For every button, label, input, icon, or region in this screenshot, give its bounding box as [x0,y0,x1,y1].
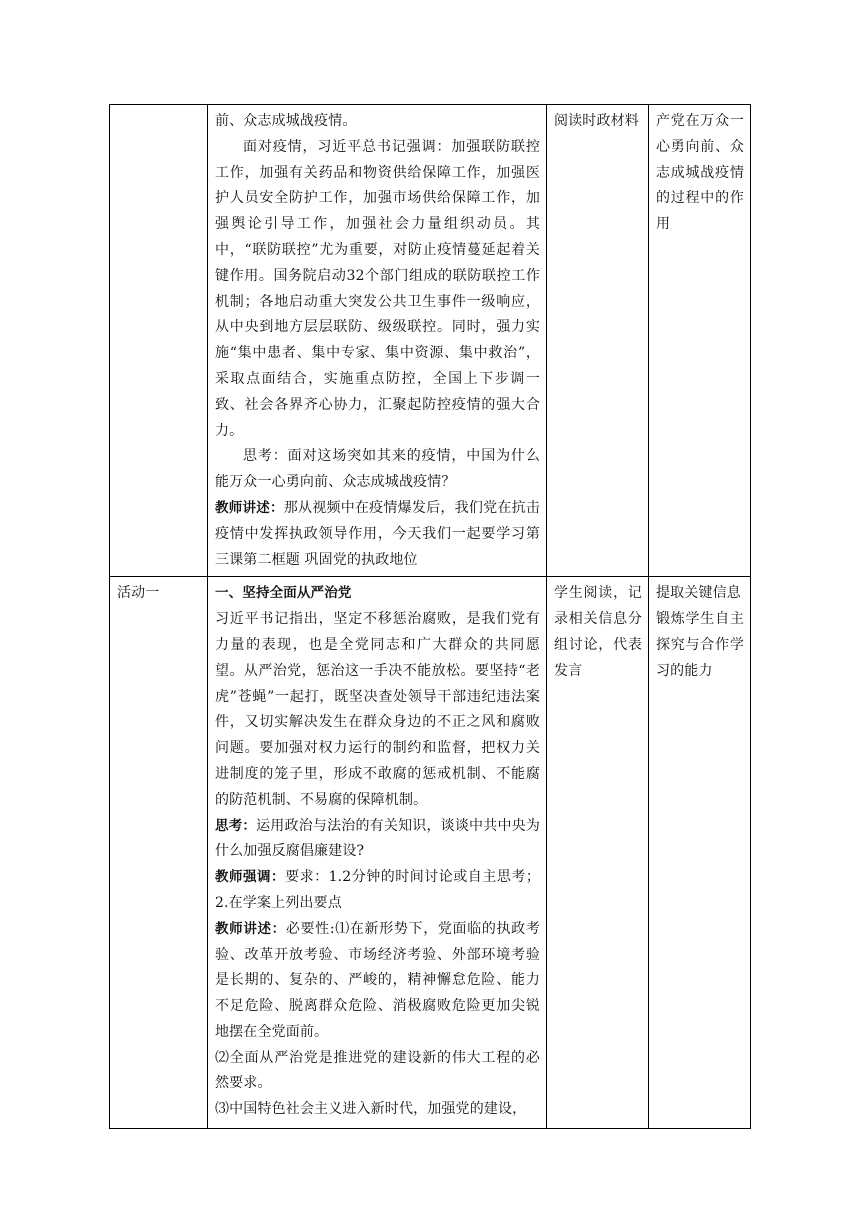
design-purpose-cell [649,105,751,577]
student-activity-cell [547,577,649,1129]
student-activity-cell [547,105,649,577]
emphasis-text: 要求：1.2分钟的时间讨论或自主思考；2.在学案上列出要点 [215,869,541,911]
teacher-label: 教师讲述： [215,499,284,516]
table-row [110,105,751,577]
design-purpose-cell [649,577,751,1129]
paragraph [215,496,540,573]
paragraph: 面对疫情，习近平总书记强调：加强联防联控工作，加强有关药品和物资供给保障工作，加强医护人员安全防护工作，加强市场供给保障工作，加强舆论引导工作，加强社会力量组织动员。其中，“联防联控”尤为重要，对防止疫情蔓延起着关键作用。国务院启动32个部门组成的联防联控工作机制；各地启动重大突发公共卫生事件一级响应，从中央到地方层层联防、级级联控。同时，强力实施“集中患者、集中专家、集中资源、集中救治”，采取点面结合，实施重点防控，全国上下步调一致、社会各界齐心协力，汇聚起防控疫情的强大合力。 [215,138,540,439]
student-activity-text: 阅读时政材料 [554,113,639,129]
paragraph [215,814,540,866]
teacher-text: 必要性:⑴在新形势下，党面临的执政考验、改革开放考验、市场经济考验、外部环境考验是长期的、复杂的、严峻的，精神懈怠危险、能力不足危险、脱离群众危险、消极腐败危险更加尖锐地摆在全党面前。 [215,920,540,1040]
design-purpose-text: 锻炼学生自主探究与合作学习的能力 [656,611,744,679]
paragraph: 前、众志成城战疫情。 [215,113,357,129]
teacher-label: 教师讲述： [215,920,286,937]
paragraph: 思考：面对这场突如其来的疫情，中国为什么能万众一心勇向前、众志成城战疫情？ [215,448,540,491]
student-activity-text: 学生阅读，记录相关信息分组讨论，代表发言 [554,585,642,679]
activity-label-cell [110,105,208,577]
content-cell [208,577,547,1129]
design-purpose-text: 提取关键信息 [656,585,741,602]
emphasis-label: 教师强调： [215,869,286,886]
paragraph: ⑵全面从严治党是推进党的建设新的伟大工程的必然要求。 [215,1049,540,1092]
activity-label: 活动一 [117,585,160,602]
section-heading [215,581,540,607]
content-cell [208,105,547,577]
lesson-plan-table [109,104,751,1129]
table-row [110,577,751,1129]
design-purpose-text: 产党在万众一心勇向前、众志成城战疫情的过程中的作用 [656,113,744,233]
section-heading-text: 一、坚持全面从严治党 [215,585,352,602]
paragraph [215,917,540,1046]
activity-label-cell [110,577,208,1129]
think-label: 思考： [215,817,257,834]
paragraph: 习近平书记指出，坚定不移惩治腐败，是我们党有力量的表现，也是全党同志和广大群众的共同愿望。从严治党，惩治这一手决不能放松。要坚持“老虎”苍蝇”一起打，既坚决查处领导干部违纪违法案件，又切实解决发生在群众身边的不正之风和腐败问题。要加强对权力运行的制约和监督，把权力关进制度的笼子里，形成不敢腐的惩戒机制、不能腐的防范机制、不易腐的保障机制。 [215,611,540,808]
think-text: 运用政治与法治的有关知识，谈谈中共中央为什么加强反腐倡廉建设? [215,817,540,860]
paragraph [215,865,540,917]
teacher-text: 那从视频中在疫情爆发后，我们党在抗击疫情中发挥执政领导作用，今天我们一起要学习第三课第二框题 巩固党的执政地位 [215,499,540,568]
paragraph: ⑶中国特色社会主义进入新时代，加强党的建设， [215,1101,527,1118]
